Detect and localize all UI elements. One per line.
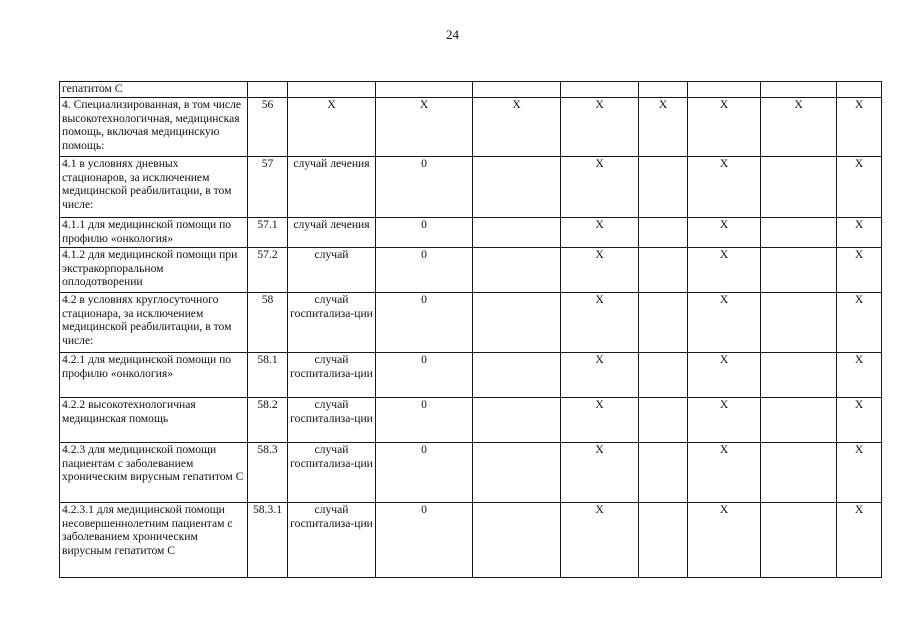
page-number: 24 xyxy=(446,27,459,42)
value-cell xyxy=(473,293,561,353)
value-cell xyxy=(639,353,688,398)
value-cell xyxy=(761,82,837,98)
value-cell xyxy=(639,398,688,443)
value-cell xyxy=(761,398,837,443)
value-cell: X xyxy=(688,398,761,443)
value-cell xyxy=(761,157,837,218)
row-name-cell: 4.1.2 для медицинской помощи при экстракорпоральном оплодотворении xyxy=(60,248,248,293)
row-number-cell: 58.3.1 xyxy=(248,503,288,578)
value-cell xyxy=(473,353,561,398)
value-cell: 0 xyxy=(376,293,473,353)
value-cell: X xyxy=(761,98,837,157)
value-cell: X xyxy=(688,503,761,578)
value-cell xyxy=(639,248,688,293)
value-cell: X xyxy=(688,98,761,157)
row-name-cell: 4.2.3.1 для медицинской помощи несовершеннолетним пациентам с заболеванием хроническим вирусным гепатитом С xyxy=(60,503,248,578)
value-cell xyxy=(761,293,837,353)
row-name-cell: 4.1 в условиях дневных стационаров, за исключением медицинской реабилитации, в том числе: xyxy=(60,157,248,218)
unit-cell: случай госпитализа-ции xyxy=(288,293,376,353)
row-name-cell: 4.2.3 для медицинской помощи пациентам с заболеванием хроническим вирусным гепатитом С xyxy=(60,443,248,503)
unit-cell: X xyxy=(288,98,376,157)
unit-cell: случай госпитализа-ции xyxy=(288,398,376,443)
row-number-cell: 57 xyxy=(248,157,288,218)
value-cell: X xyxy=(561,398,639,443)
value-cell xyxy=(376,82,473,98)
unit-cell: случай госпитализа-ции xyxy=(288,503,376,578)
value-cell: X xyxy=(837,98,882,157)
value-cell: X xyxy=(837,157,882,218)
value-cell xyxy=(473,248,561,293)
row-name-cell: гепатитом С xyxy=(60,82,248,98)
value-cell: X xyxy=(561,218,639,248)
row-number-cell: 56 xyxy=(248,98,288,157)
table-row xyxy=(60,503,882,578)
table-row xyxy=(60,82,882,98)
value-cell xyxy=(761,503,837,578)
table-row xyxy=(60,218,882,248)
value-cell: X xyxy=(688,443,761,503)
value-cell: X xyxy=(688,293,761,353)
table-row xyxy=(60,443,882,503)
table-row xyxy=(60,98,882,157)
value-cell xyxy=(688,82,761,98)
row-number-cell: 58.2 xyxy=(248,398,288,443)
row-name-cell: 4. Специализированная, в том числе высокотехнологичная, медицинская помощь, включая медицинскую помощь: xyxy=(60,98,248,157)
unit-cell: случай лечения xyxy=(288,218,376,248)
value-cell: X xyxy=(561,293,639,353)
row-number-cell: 57.1 xyxy=(248,218,288,248)
row-number-cell: 57.2 xyxy=(248,248,288,293)
unit-cell: случай лечения xyxy=(288,157,376,218)
data-table xyxy=(59,81,882,578)
row-number-cell: 58 xyxy=(248,293,288,353)
row-number-cell xyxy=(248,82,288,98)
row-number-cell: 58.1 xyxy=(248,353,288,398)
row-name-cell: 4.2.1 для медицинской помощи по профилю «онкология» xyxy=(60,353,248,398)
value-cell: X xyxy=(561,353,639,398)
value-cell: X xyxy=(473,98,561,157)
value-cell xyxy=(639,82,688,98)
value-cell xyxy=(761,248,837,293)
value-cell: X xyxy=(561,248,639,293)
value-cell xyxy=(561,82,639,98)
value-cell: 0 xyxy=(376,398,473,443)
value-cell xyxy=(473,398,561,443)
value-cell: X xyxy=(688,353,761,398)
value-cell: X xyxy=(561,443,639,503)
value-cell: X xyxy=(639,98,688,157)
value-cell: X xyxy=(688,157,761,218)
value-cell xyxy=(473,443,561,503)
value-cell: 0 xyxy=(376,443,473,503)
value-cell xyxy=(473,503,561,578)
row-name-cell: 4.2.2 высокотехнологичная медицинская помощь xyxy=(60,398,248,443)
value-cell xyxy=(639,218,688,248)
row-number-cell: 58.3 xyxy=(248,443,288,503)
value-cell xyxy=(473,82,561,98)
table-row xyxy=(60,293,882,353)
table-row xyxy=(60,353,882,398)
value-cell: X xyxy=(837,443,882,503)
value-cell xyxy=(761,218,837,248)
unit-cell: случай госпитализа-ции xyxy=(288,443,376,503)
table-row xyxy=(60,248,882,293)
value-cell: X xyxy=(376,98,473,157)
value-cell: X xyxy=(837,398,882,443)
value-cell: X xyxy=(688,248,761,293)
value-cell xyxy=(639,157,688,218)
table-row xyxy=(60,398,882,443)
value-cell xyxy=(761,443,837,503)
value-cell: 0 xyxy=(376,248,473,293)
value-cell: 0 xyxy=(376,353,473,398)
value-cell: X xyxy=(837,248,882,293)
unit-cell xyxy=(288,82,376,98)
value-cell xyxy=(473,157,561,218)
unit-cell: случай госпитализа-ции xyxy=(288,353,376,398)
value-cell xyxy=(639,443,688,503)
value-cell xyxy=(761,353,837,398)
value-cell: 0 xyxy=(376,218,473,248)
value-cell xyxy=(639,503,688,578)
value-cell: 0 xyxy=(376,157,473,218)
table-row xyxy=(60,157,882,218)
value-cell: X xyxy=(561,98,639,157)
row-name-cell: 4.1.1 для медицинской помощи по профилю «онкология» xyxy=(60,218,248,248)
value-cell: 0 xyxy=(376,503,473,578)
value-cell: X xyxy=(837,293,882,353)
value-cell: X xyxy=(561,157,639,218)
value-cell xyxy=(837,82,882,98)
row-name-cell: 4.2 в условиях круглосуточного стационара, за исключением медицинской реабилитации, в том числе: xyxy=(60,293,248,353)
unit-cell: случай xyxy=(288,248,376,293)
value-cell: X xyxy=(837,503,882,578)
value-cell: X xyxy=(837,353,882,398)
value-cell: X xyxy=(837,218,882,248)
value-cell xyxy=(639,293,688,353)
value-cell: X xyxy=(688,218,761,248)
value-cell xyxy=(473,218,561,248)
value-cell: X xyxy=(561,503,639,578)
